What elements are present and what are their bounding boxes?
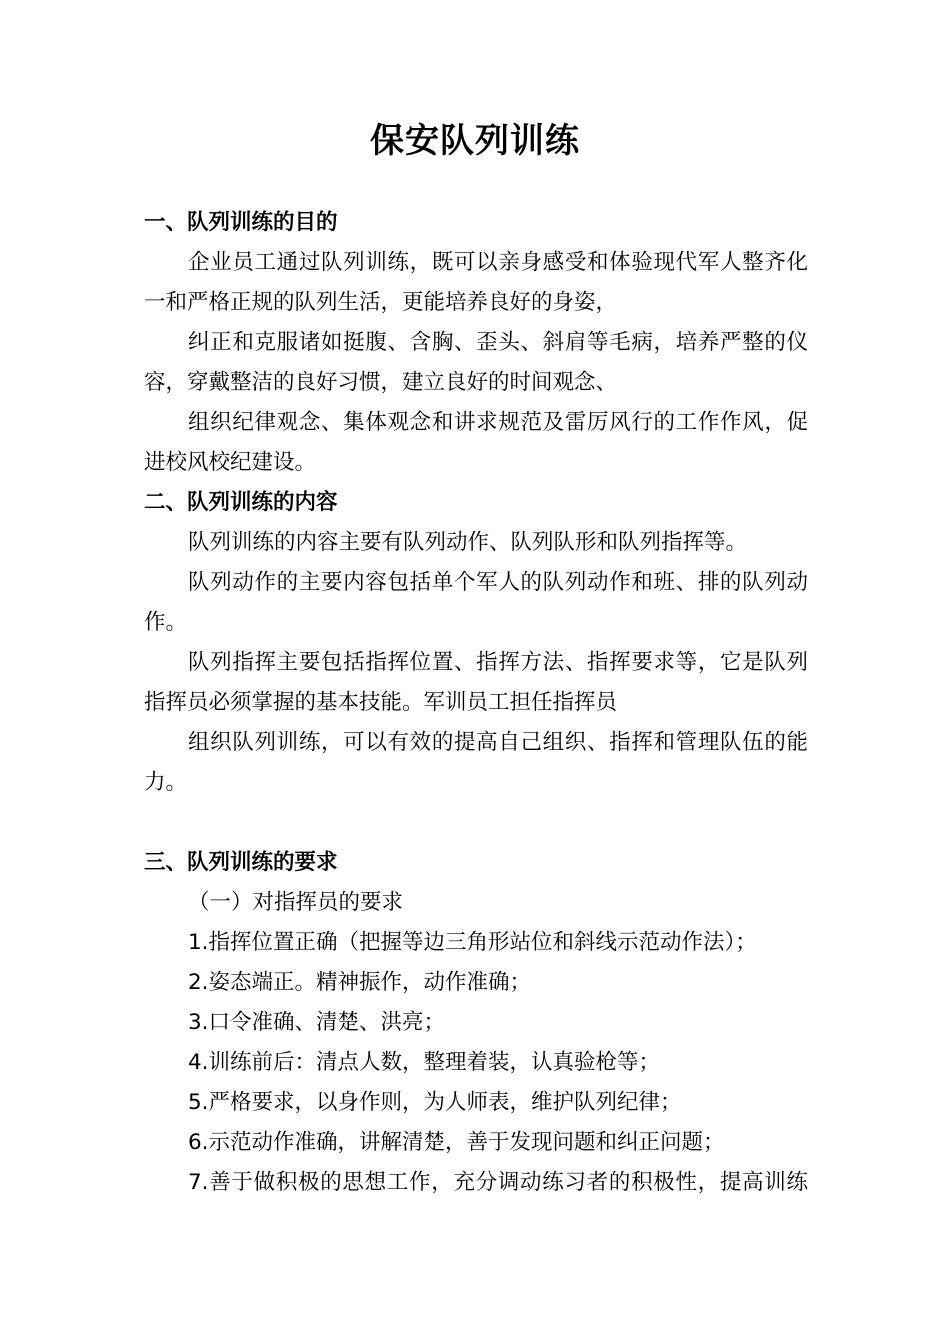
document-title: 保安队列训练 bbox=[370, 121, 580, 161]
paragraph-line: 作。 bbox=[144, 610, 188, 635]
paragraph-line: 1.指挥位置正确（把握等边三角形站位和斜线示范动作法）； bbox=[188, 930, 757, 955]
paragraph-line: 6.示范动作准确，讲解清楚，善于发现问题和纠正问题； bbox=[188, 1130, 725, 1155]
paragraph-line: 队列动作的主要内容包括单个军人的队列动作和班、排的队列动 bbox=[188, 570, 808, 595]
paragraph-line: 力。 bbox=[144, 770, 188, 795]
paragraph-line: 2.姿态端正。精神振作，动作准确； bbox=[188, 970, 532, 995]
paragraph-line: 4.训练前后：清点人数，整理着装，认真验枪等； bbox=[188, 1050, 661, 1075]
blank-line bbox=[144, 803, 808, 843]
paragraph-line: 3.口令准确、清楚、洪亮； bbox=[188, 1010, 446, 1035]
document-body bbox=[144, 203, 808, 1203]
paragraph-line: 容，穿戴整洁的良好习惯，建立良好的时间观念、 bbox=[144, 370, 618, 395]
paragraph-line: 指挥员必须掌握的基本技能。军训员工担任指挥员 bbox=[144, 690, 618, 715]
paragraph-line: 组织纪律观念、集体观念和讲求规范及雷厉风行的工作作风，促 bbox=[188, 410, 808, 435]
paragraph-line: 队列指挥主要包括指挥位置、指挥方法、指挥要求等，它是队列 bbox=[188, 650, 808, 675]
paragraph-line: 7.善于做积极的思想工作，充分调动练习者的积极性，提高训练 bbox=[188, 1170, 808, 1195]
paragraph-line: 进校风校纪建设。 bbox=[144, 450, 317, 475]
paragraph-line: 纠正和克服诸如挺腹、含胸、歪头、斜肩等毛病，培养严整的仪 bbox=[188, 330, 808, 355]
paragraph-line: （一）对指挥员的要求 bbox=[188, 890, 404, 915]
paragraph-line: 企业员工通过队列训练，既可以亲身感受和体验现代军人整齐化 bbox=[188, 250, 808, 275]
paragraph-line: 组织队列训练，可以有效的提高自己组织、指挥和管理队伍的能 bbox=[188, 730, 808, 755]
paragraph-line: 队列训练的内容主要有队列动作、队列队形和队列指挥等。 bbox=[188, 530, 748, 555]
section-heading: 二、队列训练的内容 bbox=[144, 490, 338, 515]
section-heading: 三、队列训练的要求 bbox=[144, 850, 338, 875]
paragraph-line: 一和严格正规的队列生活，更能培养良好的身姿， bbox=[144, 290, 618, 315]
paragraph-line: 5.严格要求，以身作则，为人师表，维护队列纪律； bbox=[188, 1090, 682, 1115]
section-heading: 一、队列训练的目的 bbox=[144, 210, 338, 235]
